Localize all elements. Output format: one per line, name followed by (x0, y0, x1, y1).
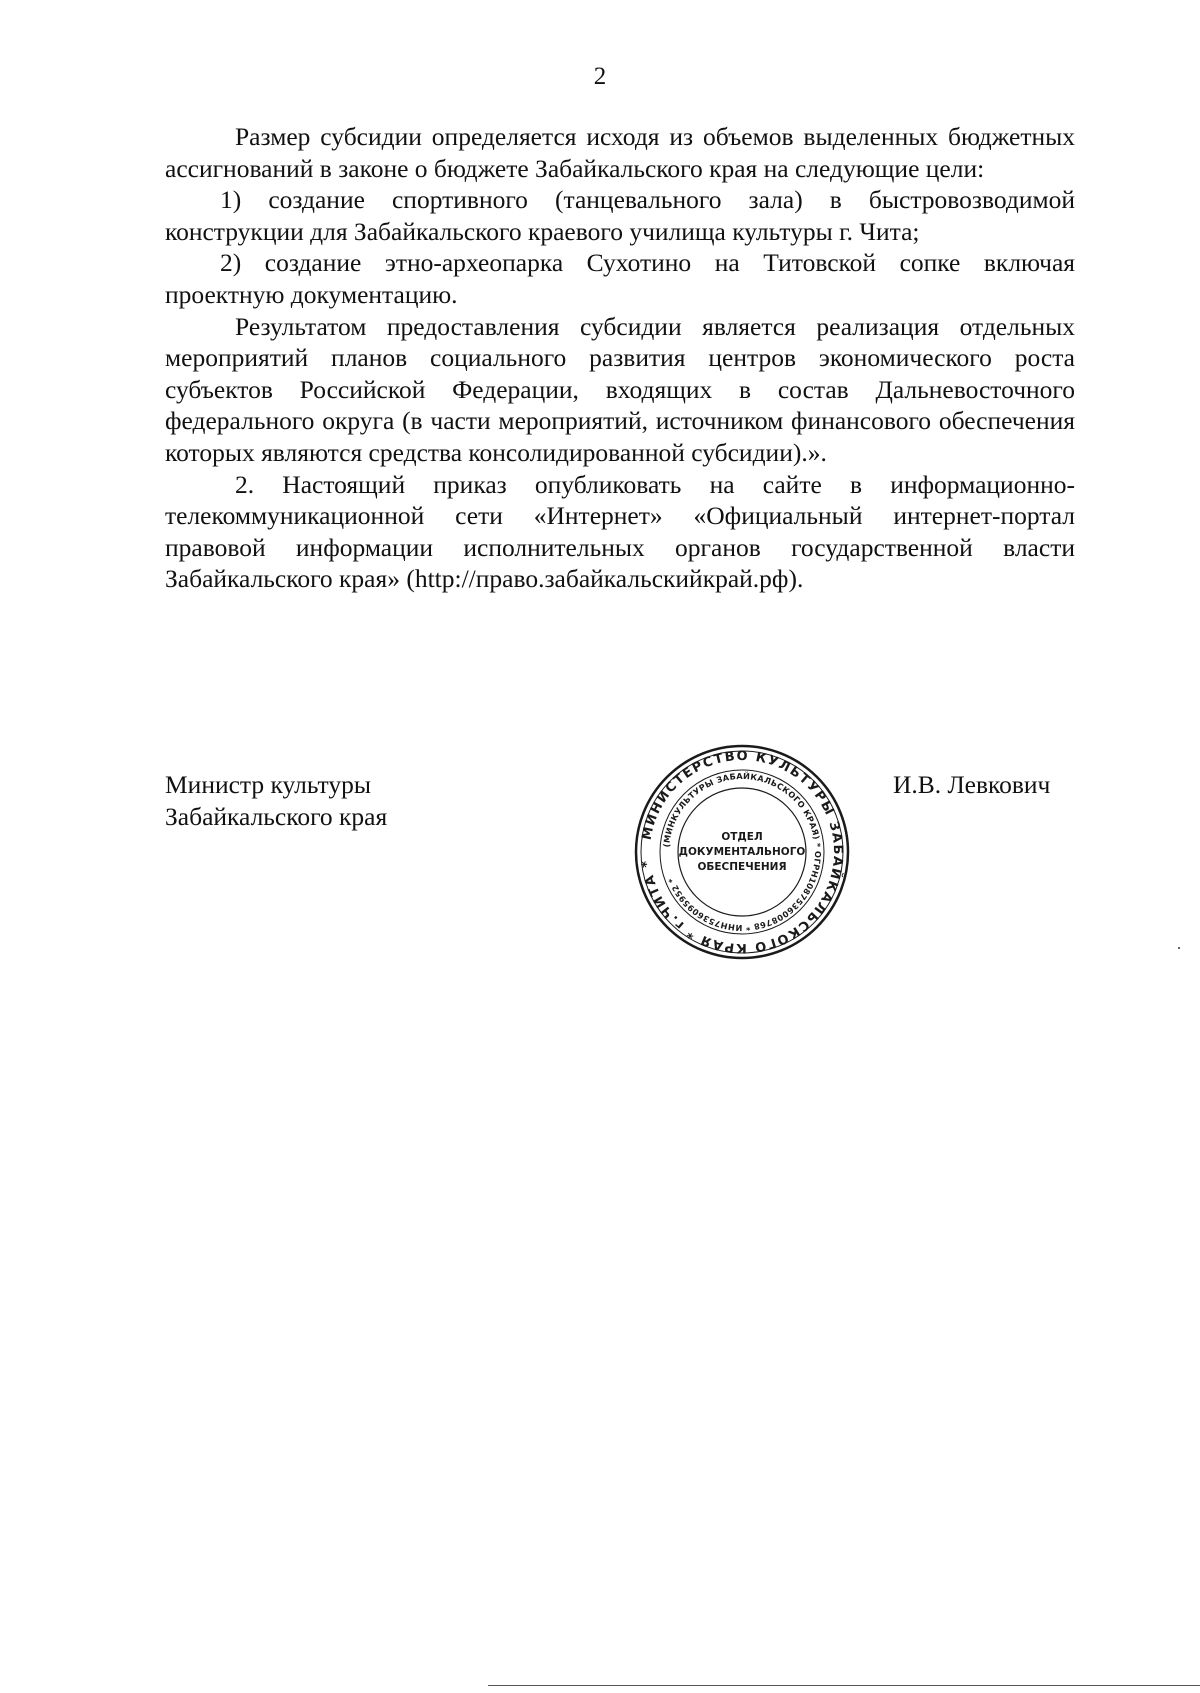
paragraph-subsidy-size: Размер субсидии определяется исходя из объемов выделенных бюджетных ассигнований в законе о бюджете Забайкальского края на следующие цели: (165, 122, 1075, 183)
document-body (165, 121, 1075, 595)
signatory-title-line2: Забайкальского края (165, 802, 388, 831)
list-item-sports-hall: 1) создание спортивного (танцевального зала) в быстровозводимой конструкции для Забайкальского краевого училища культуры г. Чита; (165, 185, 1075, 246)
seal-inner-ring-text: (МИНКУЛЬТУРЫ ЗАБАЙКАЛЬСКОГО КРАЯ) * ОГРН1087536008768 * ИНН7536095952 * (661, 770, 824, 934)
page-number: 2 (593, 63, 607, 90)
seal-outer-ring-text: МИНИСТЕРСТВО КУЛЬТУРЫ ЗАБАЙКАЛЬСКОГО КРАЯ * г.ЧИТА * (639, 748, 846, 956)
paragraph-subsidy-result: Результатом предоставления субсидии является реализация отдельных мероприятий планов социального развития центров экономического роста субъектов Российской Федерации, входящих в состав Дальневосточного федерального округа (в части мероприятий, источником финансового обеспечения которых являются средства консолидированной субсидии).». (165, 311, 1075, 467)
signatory-title-line1: Министр культуры (165, 770, 371, 799)
bottom-edge-line (488, 1685, 1200, 1686)
signatory-title (165, 769, 387, 833)
scan-artifact-dot (1178, 947, 1180, 949)
signatory-name: И.В. Левкович (893, 770, 1051, 799)
paragraph-publication-order: 2. Настоящий приказ опубликовать на сайте в информационно-телекоммуникационной сети «Интернет» «Официальный интернет-портал правовой информации исполнительных органов государственной власти Забайкальского края» (http://право.забайкальскийкрай.рф). (165, 469, 1075, 594)
seal-center-line3: ОБЕСПЕЧЕНИЯ (697, 861, 787, 873)
seal-center-line1: ОТДЕЛ (721, 831, 763, 843)
list-item-ethno-park: 2) создание этно-археопарка Сухотино на Титовской сопке включая проектную документацию. (165, 248, 1075, 309)
seal-center-line2: ДОКУМЕНТАЛЬНОГО (678, 846, 806, 858)
official-seal-stamp (632, 742, 852, 962)
